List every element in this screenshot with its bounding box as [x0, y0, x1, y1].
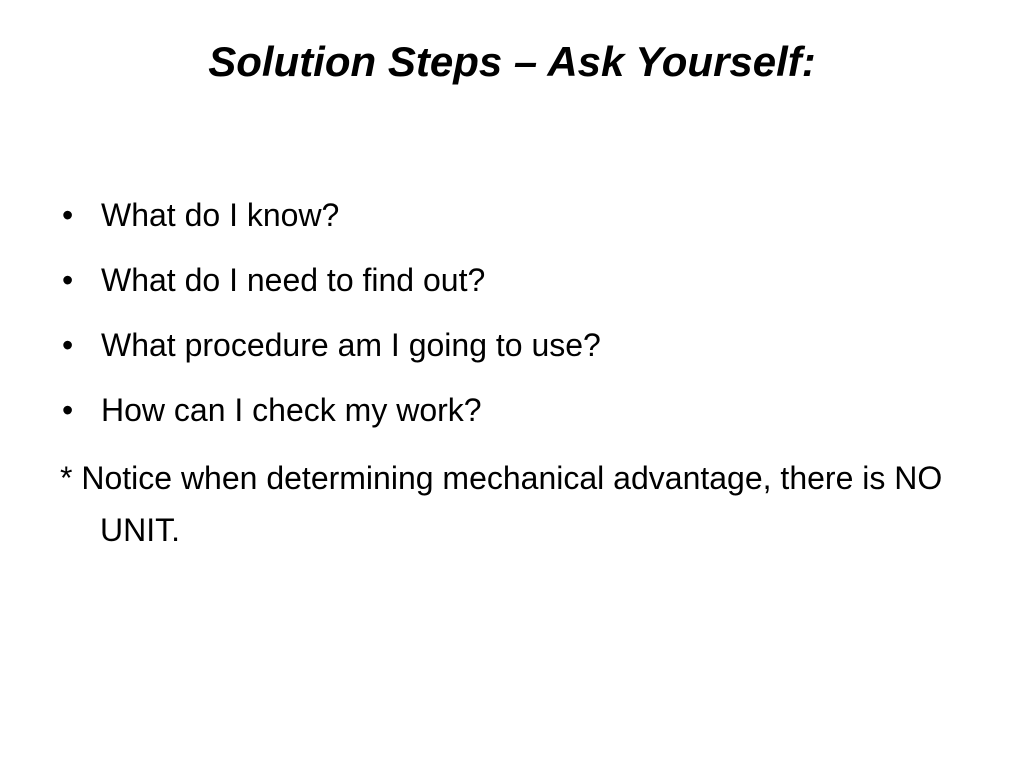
bullet-text: What procedure am I going to use? — [101, 327, 601, 363]
bullet-marker: • — [62, 197, 74, 233]
note-text: * Notice when determining mechanical advantage, there is NO UNIT. — [60, 460, 943, 548]
bullet-list — [58, 190, 958, 450]
bullet-item — [58, 255, 958, 305]
bullet-text: How can I check my work? — [101, 392, 482, 428]
bullet-marker: • — [62, 262, 74, 298]
bullet-text: What do I know? — [101, 197, 340, 233]
bullet-text: What do I need to find out? — [101, 262, 486, 298]
bullet-marker: • — [62, 327, 74, 363]
bullet-item — [58, 385, 958, 435]
bullet-item — [58, 190, 958, 240]
bullet-item — [58, 320, 958, 370]
slide-title: Solution Steps – Ask Yourself: — [208, 38, 816, 85]
bullet-marker: • — [62, 392, 74, 428]
